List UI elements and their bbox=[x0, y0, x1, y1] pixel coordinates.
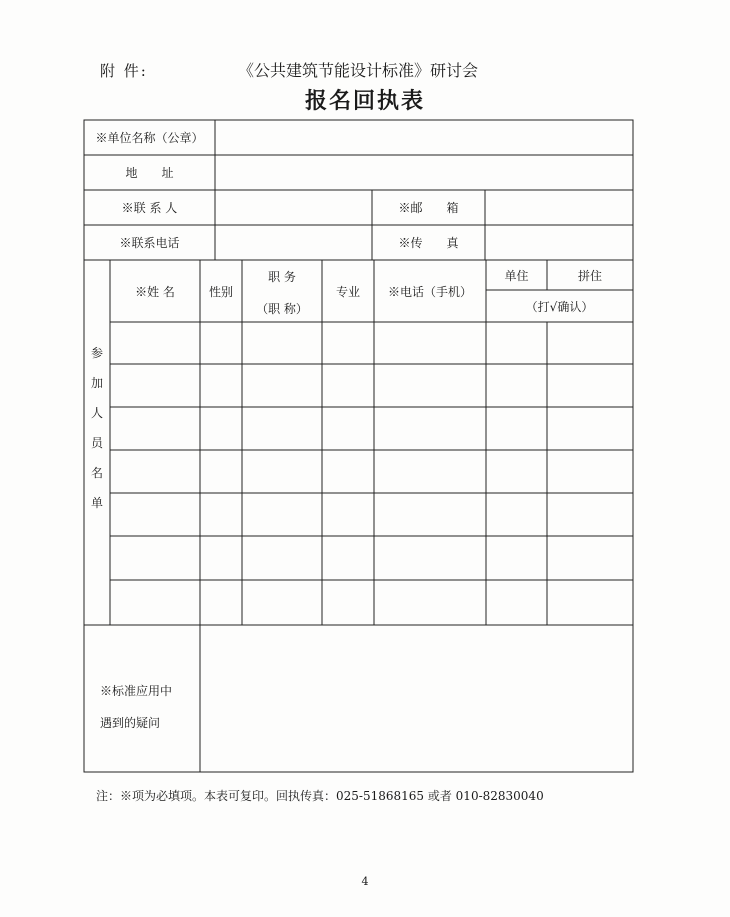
unit-name-field[interactable] bbox=[216, 121, 632, 154]
side-char: 参 bbox=[90, 346, 103, 360]
column-header-single-room: 单住 bbox=[504, 268, 529, 283]
column-header-confirm: （打√确认） bbox=[525, 299, 594, 314]
questions-label-line2: 遇到的疑问 bbox=[100, 716, 161, 730]
side-char: 员 bbox=[90, 436, 103, 450]
column-header-position: 职 务 bbox=[268, 269, 296, 284]
footer-note: 注：※项为必填项。本表可复印。回执传真：025-51868165 或者 010-82830040 bbox=[96, 789, 544, 803]
address-field[interactable] bbox=[216, 156, 632, 189]
side-char: 人 bbox=[90, 406, 103, 420]
page-number: 4 bbox=[361, 875, 369, 888]
participants-side-label bbox=[89, 338, 105, 518]
fax-field[interactable] bbox=[486, 226, 632, 259]
column-header-shared-room: 拼住 bbox=[577, 268, 602, 283]
contact-person-field[interactable] bbox=[216, 191, 371, 224]
form-title: 报名回执表 bbox=[304, 88, 425, 114]
questions-label-line1: ※标准应用中 bbox=[100, 684, 173, 698]
contact-phone-label: ※联系电话 bbox=[119, 236, 180, 250]
contact-phone-field[interactable] bbox=[216, 226, 371, 259]
contact-person-label: ※联 系 人 bbox=[121, 201, 178, 215]
fax-label: ※传 真 bbox=[398, 236, 459, 250]
email-field[interactable] bbox=[486, 191, 632, 224]
unit-name-label: ※单位名称（公章） bbox=[95, 131, 204, 145]
column-header-name: ※姓 名 bbox=[135, 284, 175, 299]
email-label: ※邮 箱 bbox=[398, 201, 459, 215]
side-char: 加 bbox=[90, 376, 103, 390]
side-char: 单 bbox=[90, 496, 103, 510]
side-char: 名 bbox=[90, 466, 103, 480]
column-header-major: 专业 bbox=[335, 284, 360, 299]
column-header-gender: 性别 bbox=[208, 284, 233, 299]
address-label: 地 址 bbox=[125, 166, 174, 180]
questions-field[interactable] bbox=[201, 626, 632, 771]
attachment-label: 附 件: bbox=[100, 62, 148, 80]
column-header-title: （职 称） bbox=[256, 301, 308, 316]
column-header-phone: ※电话（手机） bbox=[387, 284, 472, 299]
seminar-title: 《公共建筑节能设计标准》研讨会 bbox=[238, 61, 479, 80]
